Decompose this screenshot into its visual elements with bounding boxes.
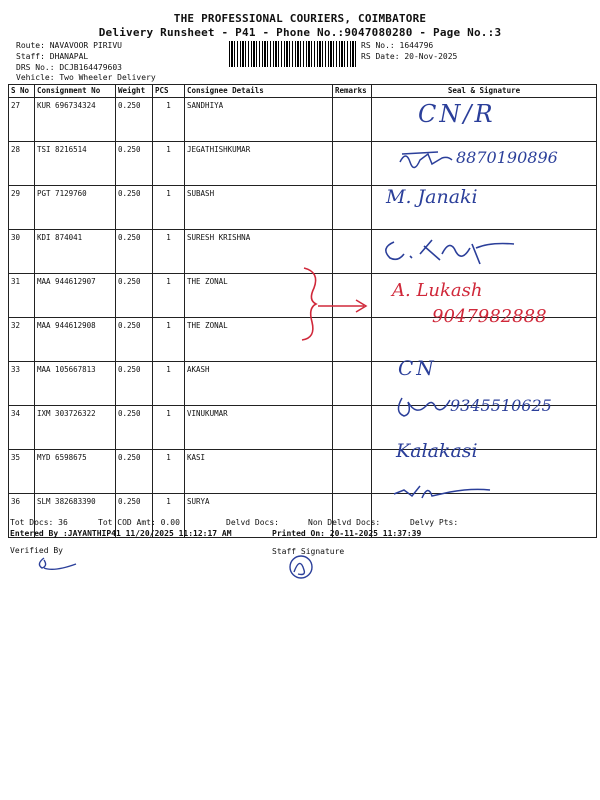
row-consignment: TSI 8216514: [35, 142, 116, 186]
row-weight: 0.250: [116, 406, 153, 450]
row-weight: 0.250: [116, 230, 153, 274]
verified-by-label: Verified By: [10, 546, 63, 555]
bracket-arrow-icon: [294, 264, 374, 348]
table-row: [9, 450, 597, 494]
row-sno: 30: [9, 230, 35, 274]
row-consignee: SURESH KRISHNA: [185, 230, 333, 274]
handwritten-cnr: CN/R: [418, 100, 496, 128]
row-consignment: MYD 6598675: [35, 450, 116, 494]
row-consignment: KDI 874041: [35, 230, 116, 274]
row-remarks: [333, 406, 372, 450]
delivered-docs: Delvd Docs:: [226, 518, 279, 527]
handwritten-cn: CN: [398, 356, 437, 380]
row-weight: 0.250: [116, 362, 153, 406]
table-row: [9, 98, 597, 142]
row-sno: 35: [9, 450, 35, 494]
handwritten-scribble-2-icon: [392, 392, 452, 426]
handwritten-janaki: M. Janaki: [386, 186, 478, 208]
row-pcs: 1: [153, 406, 185, 450]
total-docs: Tot Docs: 36: [10, 518, 68, 527]
entered-by: Entered By :JAYANTHIP41 11/20/2025 11:12:17 AM: [10, 529, 232, 538]
row-remarks: [333, 98, 372, 142]
barcode-image: [229, 41, 356, 67]
row-pcs: 1: [153, 274, 185, 318]
verifier-signature-icon: [34, 556, 78, 578]
row-weight: 0.250: [116, 142, 153, 186]
row-consignee: VINUKUMAR: [185, 406, 333, 450]
printed-on: Printed On: 20-11-2025 11:37:39: [272, 529, 422, 538]
col-weight: Weight: [116, 85, 153, 98]
row-pcs: 1: [153, 318, 185, 362]
handwritten-surya-icon: [392, 480, 492, 506]
row-consignment: KUR 696734324: [35, 98, 116, 142]
row-weight: 0.250: [116, 450, 153, 494]
total-cod: Tot COD Amt: 0.00: [98, 518, 180, 527]
row-consignee: KASI: [185, 450, 333, 494]
row-sno: 27: [9, 98, 35, 142]
row-consignee: AKASH: [185, 362, 333, 406]
row-remarks: [333, 186, 372, 230]
rs-date: RS Date: 20-Nov-2025: [361, 52, 458, 61]
handwritten-scribble-icon: [398, 148, 454, 174]
staff-label: Staff: DHANAPAL: [16, 52, 89, 61]
row-remarks: [333, 450, 372, 494]
row-pcs: 1: [153, 362, 185, 406]
row-pcs: 1: [153, 142, 185, 186]
row-consignee: THE ZONAL: [185, 318, 333, 362]
handwritten-signature-icon: [380, 234, 520, 272]
non-delivered-docs: Non Delvd Docs:: [308, 518, 381, 527]
table-header-row: [9, 85, 597, 98]
row-consignment: SLM 382683390: [35, 494, 116, 538]
row-consignment: MAA 105667813: [35, 362, 116, 406]
runsheet-subtitle: Delivery Runsheet - P41 - Phone No.:9047080280 - Page No.:3: [98, 26, 502, 39]
col-pcs: PCS: [153, 85, 185, 98]
col-signature: Seal & Signature: [372, 85, 597, 98]
row-weight: 0.250: [116, 494, 153, 538]
row-sno: 36: [9, 494, 35, 538]
table-row: [9, 186, 597, 230]
staff-signature-icon: [286, 552, 316, 586]
handwritten-kalakasi: Kalakasi: [396, 440, 478, 462]
row-consignment: IXM 303726322: [35, 406, 116, 450]
row-consignee: THE ZONAL: [185, 274, 333, 318]
row-weight: 0.250: [116, 186, 153, 230]
row-sno: 28: [9, 142, 35, 186]
row-sno: 33: [9, 362, 35, 406]
row-sno: 29: [9, 186, 35, 230]
delivery-points: Delvy Pts:: [410, 518, 459, 527]
row-sno: 34: [9, 406, 35, 450]
col-consignee: Consignee Details: [185, 85, 333, 98]
row-consignee: JEGATHISHKUMAR: [185, 142, 333, 186]
row-weight: 0.250: [116, 98, 153, 142]
drs-label: DRS No.: DCJB164479603: [16, 63, 122, 72]
row-consignment: PGT 7129760: [35, 186, 116, 230]
rs-number: RS No.: 1644796: [361, 41, 434, 50]
row-sno: 32: [9, 318, 35, 362]
row-pcs: 1: [153, 186, 185, 230]
row-weight: 0.250: [116, 318, 153, 362]
handwritten-phone-3: 9345510625: [450, 396, 552, 415]
vehicle-label: Vehicle: Two Wheeler Delivery: [16, 73, 156, 82]
handwritten-phone-1: 8870190896: [456, 148, 558, 167]
row-weight: 0.250: [116, 274, 153, 318]
row-remarks: [333, 362, 372, 406]
row-pcs: 1: [153, 98, 185, 142]
col-sno: S No: [9, 85, 35, 98]
route-label: Route: NAVAVOOR PIRIVU: [16, 41, 122, 50]
row-consignment: MAA 944612907: [35, 274, 116, 318]
row-consignee: SURYA: [185, 494, 333, 538]
staff-signature-label: Staff Signature: [272, 547, 345, 556]
company-title: THE PROFESSIONAL COURIERS, COIMBATORE: [173, 12, 427, 25]
row-pcs: 1: [153, 230, 185, 274]
col-consignment: Consignment No: [35, 85, 116, 98]
row-pcs: 1: [153, 450, 185, 494]
row-sno: 31: [9, 274, 35, 318]
row-consignment: MAA 944612908: [35, 318, 116, 362]
col-remarks: Remarks: [333, 85, 372, 98]
row-remarks: [333, 142, 372, 186]
row-pcs: 1: [153, 494, 185, 538]
handwritten-phone-2: 9047982888: [432, 306, 547, 327]
row-consignee: SANDHIYA: [185, 98, 333, 142]
row-consignee: SUBASH: [185, 186, 333, 230]
handwritten-lukash: A. Lukash: [392, 280, 483, 301]
